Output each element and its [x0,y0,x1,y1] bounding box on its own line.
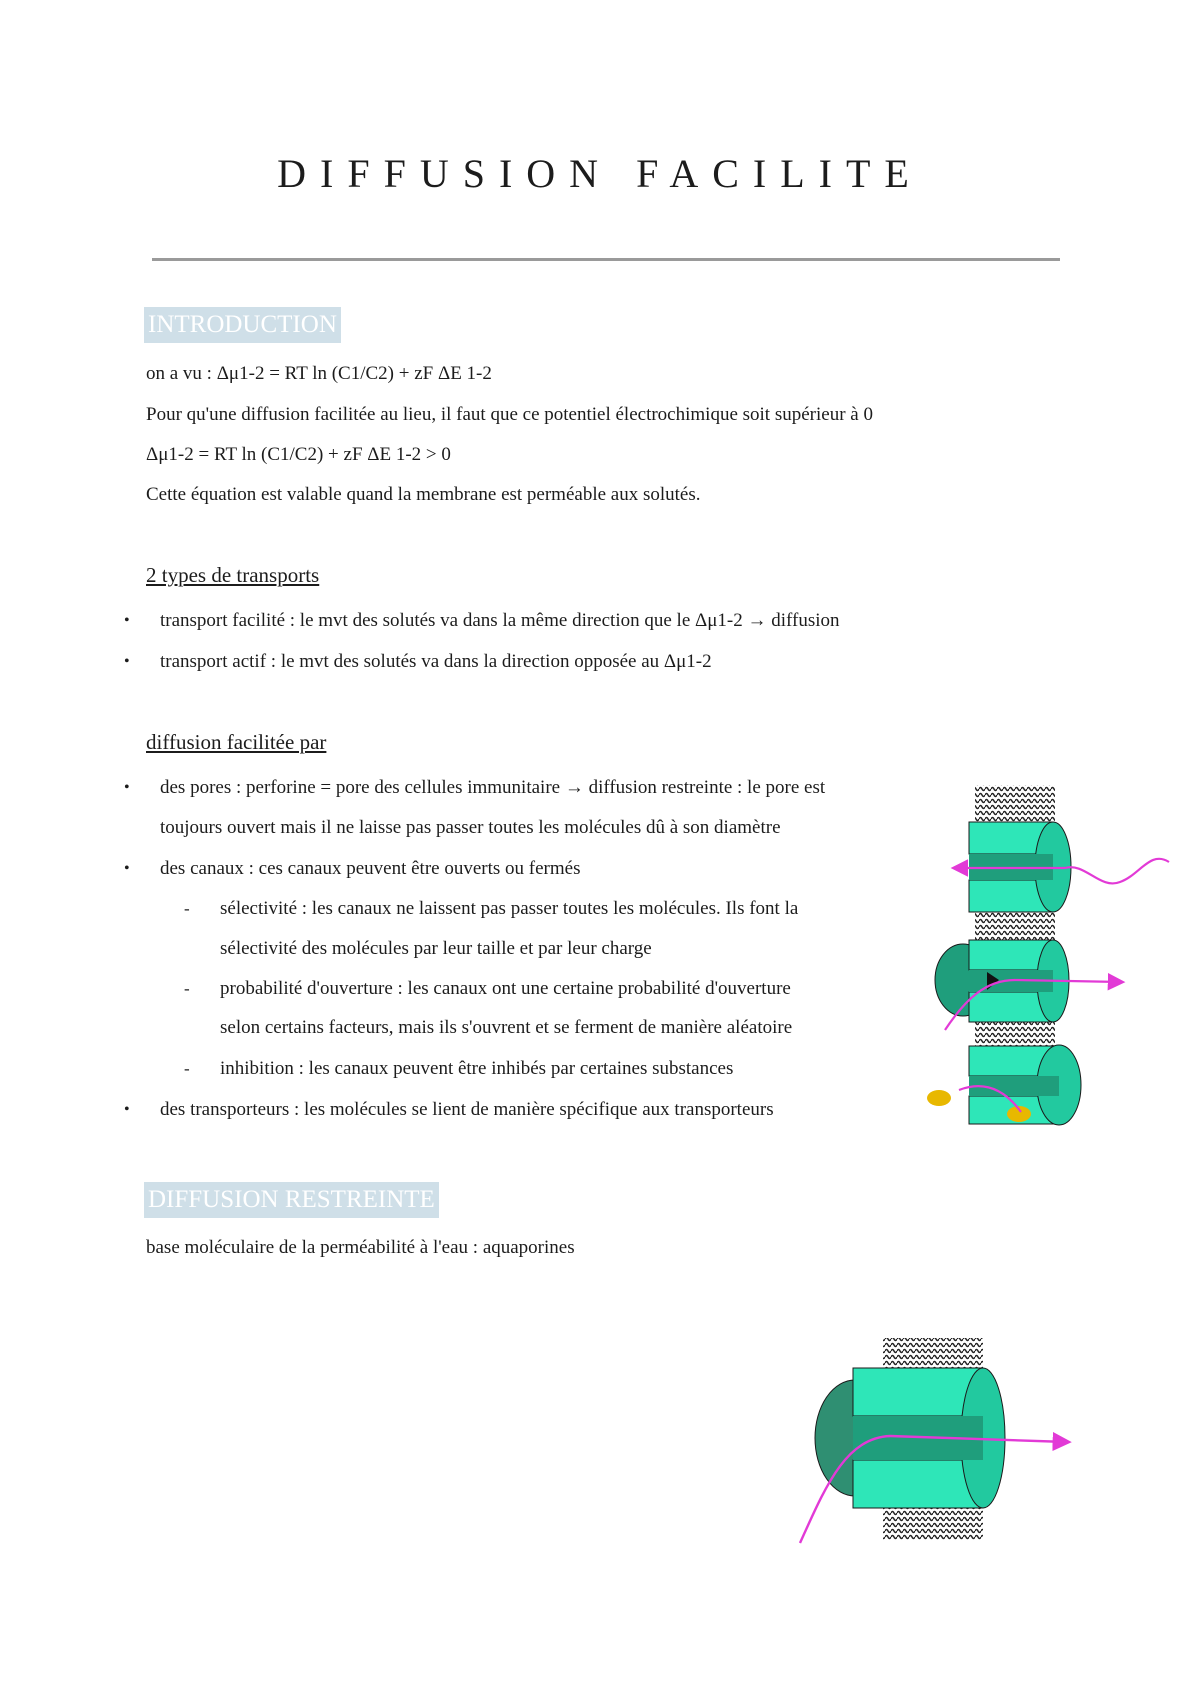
bullet-icon: • [124,779,130,796]
lipid-bilayer [883,1504,983,1540]
transporters-line: des transporteurs : les molécules se lient de manière spécifique aux transporteurs [160,1099,774,1120]
title-divider [152,258,1060,261]
section-heading-restricted-diffusion: DIFFUSION RESTREINTE [144,1182,439,1218]
pores-line-1: des pores : perforine = pore des cellules immunitaire → diffusion restreinte : le pore est [160,777,826,798]
selectivity-line-1: sélectivité : les canaux ne laissent pas passer toutes les molécules. Ils font la [220,898,799,919]
dash-icon: - [184,1059,190,1078]
section-heading-introduction: INTRODUCTION [144,307,341,343]
restricted-line: base moléculaire de la perméabilité à l'eau : aquaporines [146,1237,575,1258]
intro-line-2: Pour qu'une diffusion facilitée au lieu, il faut que ce potentiel électrochimique soit supérieur à 0 [146,404,873,425]
dash-icon: - [184,979,190,998]
page-title: DIFFUSION FACILITE [277,151,923,196]
dash-icon: - [184,899,190,918]
membrane-transport-figure [925,780,1175,1130]
lipid-bilayer [975,785,1055,823]
pores-line-2: toujours ouvert mais il ne laisse pas passer toutes les molécules dû à son diamètre [160,817,781,838]
transporter-protein [927,1045,1081,1125]
bullet-icon: • [124,612,130,629]
bullet-icon: • [124,860,130,877]
bullet-icon: • [124,1101,130,1118]
transport-item-facilitated: transport facilité : le mvt des solutés va dans la même direction que le Δμ1-2 → diffusion [160,610,840,631]
subheading-facilitated-by: diffusion facilitée par [146,730,327,754]
probability-line-1: probabilité d'ouverture : les canaux ont une certaine probabilité d'ouverture [220,978,791,999]
channels-line: des canaux : ces canaux peuvent être ouverts ou fermés [160,858,581,879]
lipid-bilayer [975,1020,1055,1046]
intro-line-3: Δμ1-2 = RT ln (C1/C2) + zF ΔE 1-2 > 0 [146,444,451,465]
inhibition-line: inhibition : les canaux peuvent être inhibés par certaines substances [220,1058,734,1079]
probability-line-2: selon certains facteurs, mais ils s'ouvrent et se ferment de manière aléatoire [220,1017,793,1038]
selectivity-line-2: sélectivité des molécules par leur taille et par leur charge [220,938,652,959]
transport-item-active: transport actif : le mvt des solutés va dans la direction opposée au Δμ1-2 [160,651,712,672]
bullet-icon: • [124,653,130,670]
ligand-icon [927,1090,951,1106]
subheading-transport-types: 2 types de transports [146,563,320,587]
aquaporin-figure [795,1318,1095,1578]
intro-line-1: on a vu : Δμ1-2 = RT ln (C1/C2) + zF ΔE 1-2 [146,363,492,384]
intro-line-4: Cette équation est valable quand la membrane est perméable aux solutés. [146,484,701,505]
